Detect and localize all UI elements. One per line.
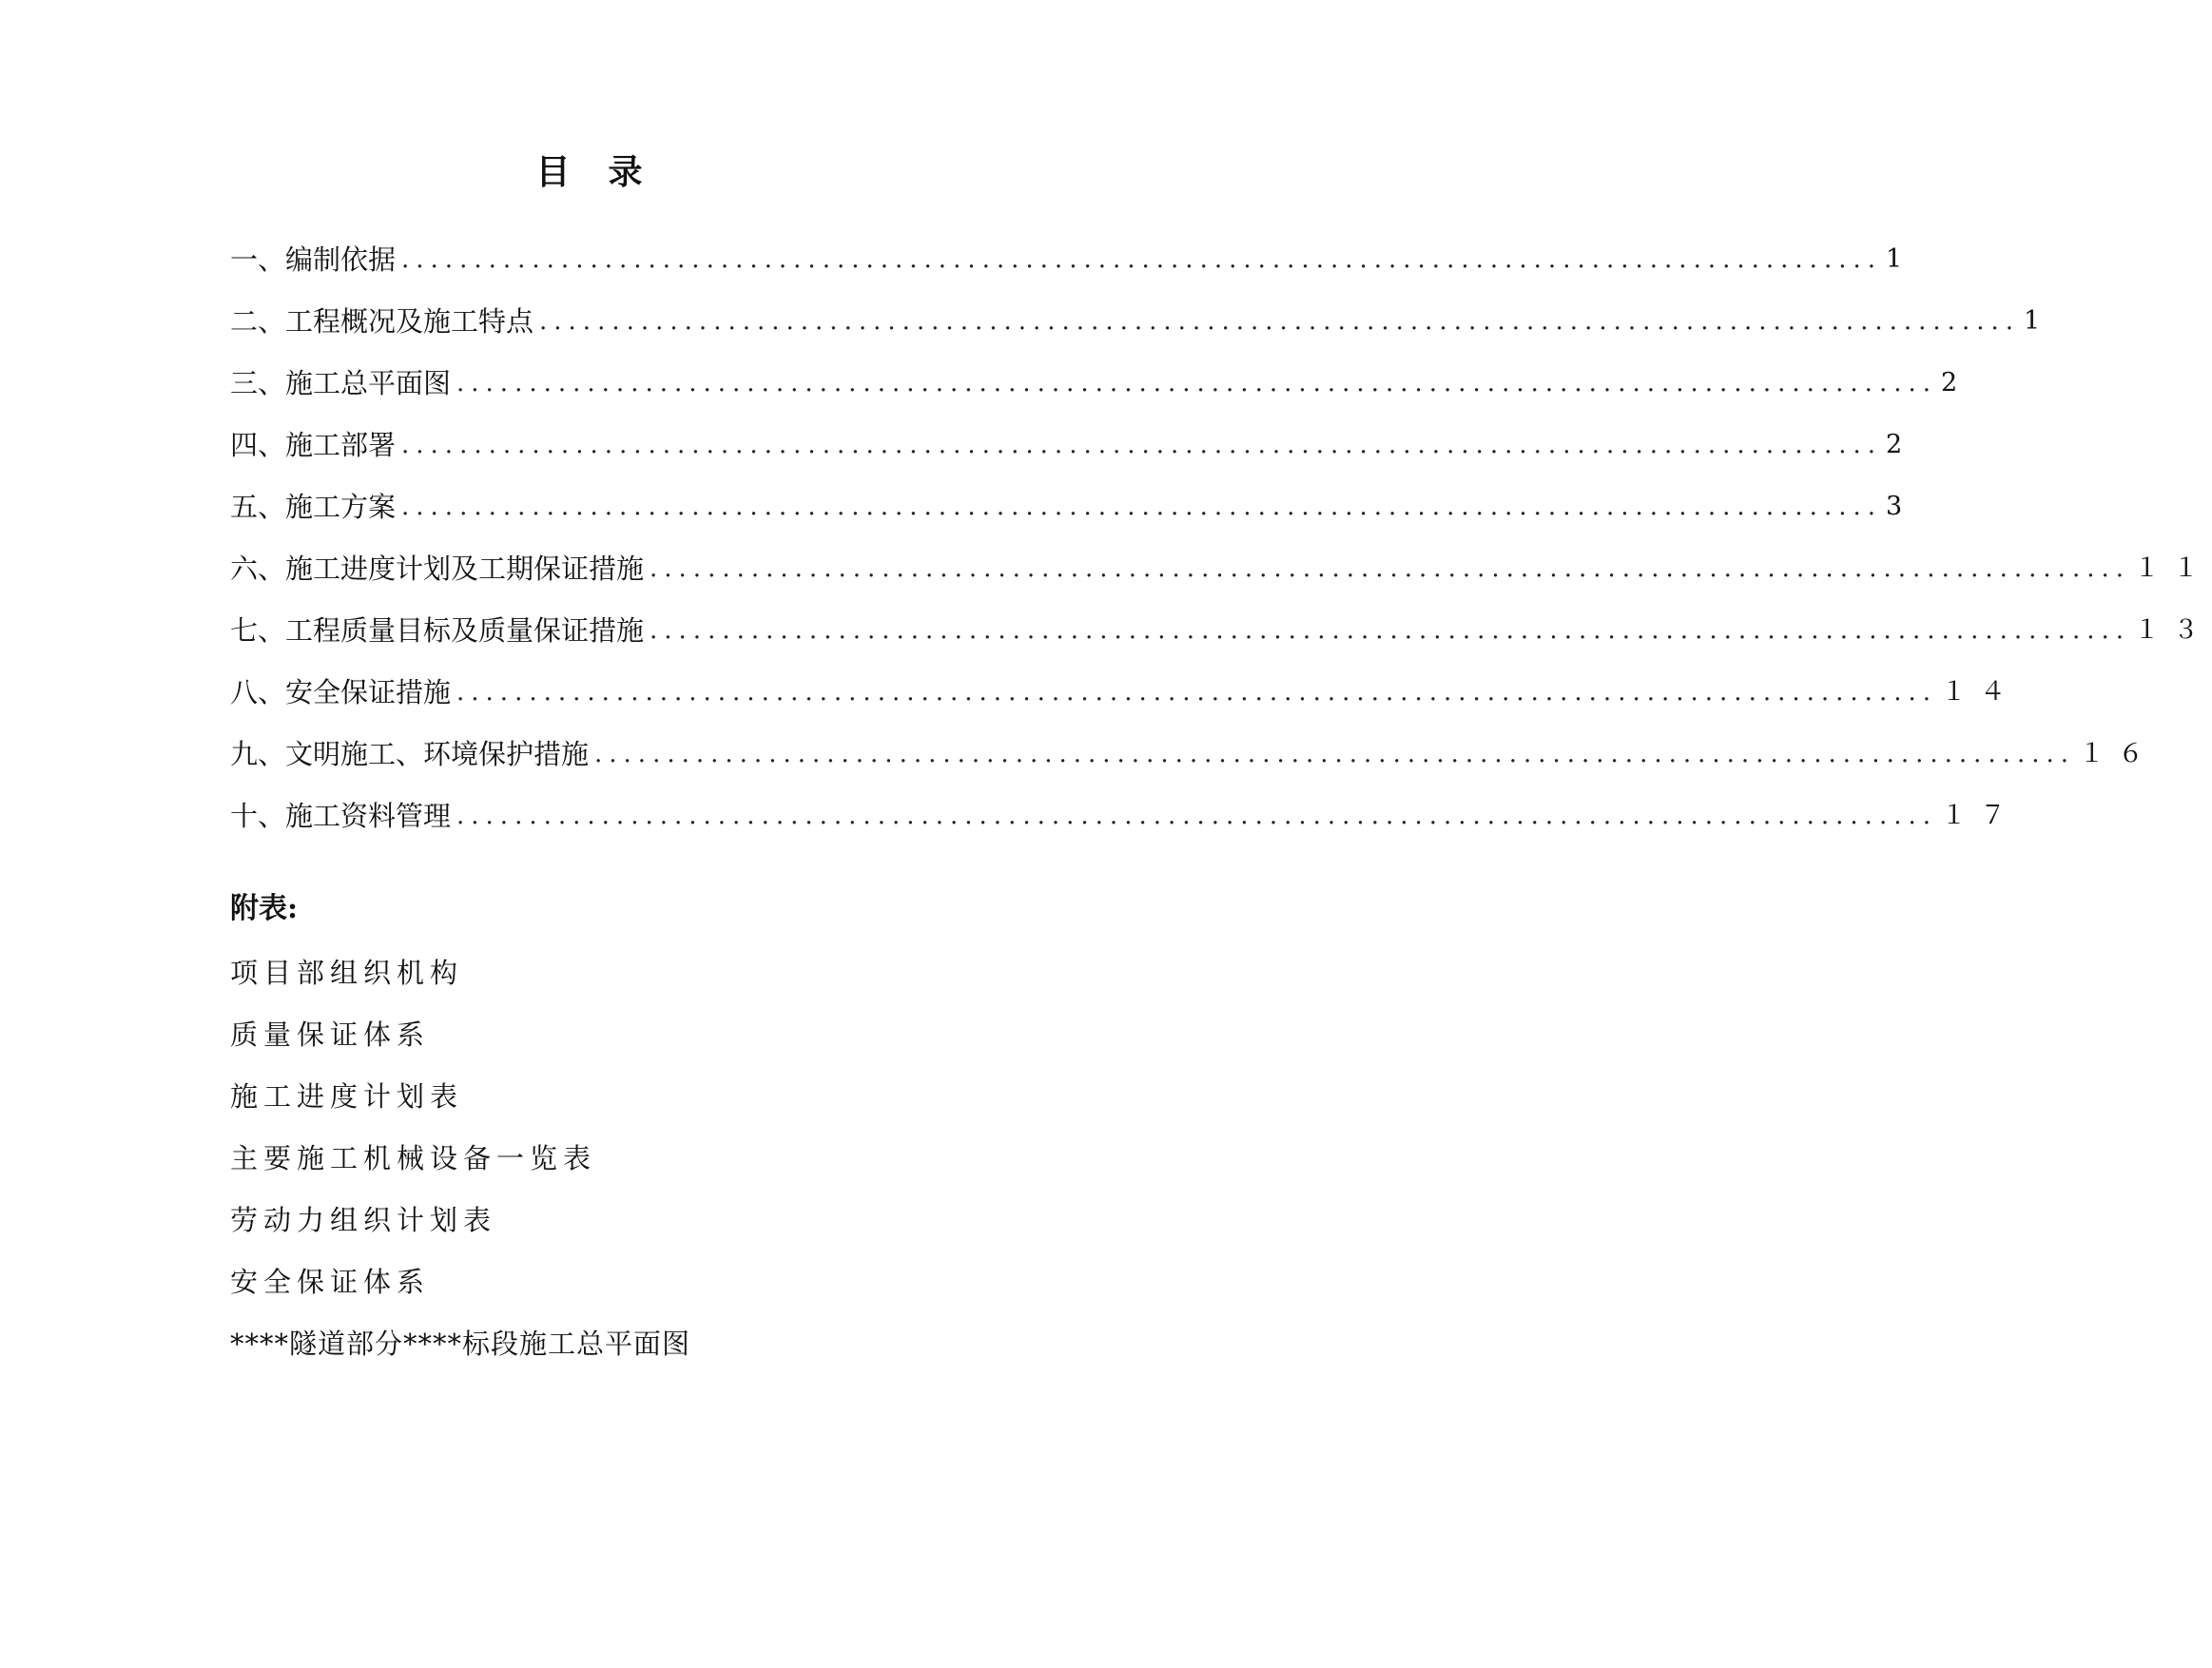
appendix-item: 项目部组织机构 — [230, 957, 464, 989]
toc-entry-page: １４ — [1941, 677, 2020, 707]
toc-entry-label: 二、工程概况及施工特点 — [230, 305, 534, 338]
toc-leader-dots: ...................................................................................................... — [456, 802, 1938, 830]
toc-entry-page: 1 — [1886, 244, 1916, 274]
appendix-item: ****隧道部分****标段施工总平面图 — [230, 1328, 691, 1360]
toc-entry[interactable] — [230, 340, 1971, 402]
toc-entry-page: １１ — [2134, 553, 2212, 583]
appendix-item: 施工进度计划表 — [230, 1080, 464, 1113]
toc-entry[interactable] — [230, 711, 2158, 773]
toc-leader-dots: ...................................................................................................... — [594, 740, 2076, 768]
appendix-item: 主要施工机械设备一览表 — [230, 1142, 597, 1174]
toc-leader-dots: ...................................................................................................... — [650, 616, 2131, 645]
toc-entry[interactable] — [230, 650, 2020, 711]
toc-entry[interactable] — [230, 279, 2054, 340]
toc-entry-label: 八、安全保证措施 — [230, 676, 452, 708]
toc-entry-page: １６ — [2079, 739, 2158, 768]
toc-entry[interactable] — [230, 773, 2020, 835]
toc-leader-dots: ...................................................................................................... — [650, 554, 2131, 583]
toc-entry-label: 六、施工进度计划及工期保证措施 — [230, 553, 645, 585]
toc-entry-page: １７ — [1941, 801, 2020, 830]
toc-entry[interactable] — [230, 526, 2212, 588]
toc-leader-dots: ...................................................................................................... — [401, 493, 1883, 521]
toc-entry-page: １３ — [2134, 615, 2212, 645]
toc-entry-page: 2 — [1886, 430, 1916, 459]
toc-leader-dots: ...................................................................................................... — [456, 369, 1938, 398]
toc-entry-page: 2 — [1941, 368, 1971, 398]
toc-leader-dots: ...................................................................................................... — [401, 245, 1883, 274]
toc-leader-dots: ...................................................................................................... — [456, 678, 1938, 707]
toc-entry-label: 三、施工总平面图 — [230, 367, 452, 399]
toc-entry[interactable] — [230, 402, 1916, 464]
toc-entry[interactable] — [230, 588, 2212, 650]
toc-entry[interactable] — [230, 217, 1916, 279]
toc-leader-dots: ...................................................................................................... — [539, 307, 2021, 336]
appendix-item: 劳动力组织计划表 — [230, 1204, 497, 1236]
appendix-heading: 附表: — [230, 892, 299, 925]
toc-entry-label: 九、文明施工、环境保护措施 — [230, 738, 590, 770]
toc-entry[interactable] — [230, 464, 1916, 526]
appendix-item: 安全保证体系 — [230, 1266, 431, 1298]
appendix-item: 质量保证体系 — [230, 1018, 431, 1051]
toc-leader-dots: ...................................................................................................... — [401, 431, 1883, 459]
toc-entry-label: 七、工程质量目标及质量保证措施 — [230, 614, 645, 647]
toc-entry-label: 五、施工方案 — [230, 491, 397, 523]
toc-entry-page: 3 — [1886, 492, 1916, 521]
toc-entry-label: 十、施工资料管理 — [230, 800, 452, 832]
table-of-contents — [230, 217, 2212, 835]
toc-title: 目 录 — [535, 152, 645, 192]
toc-entry-label: 一、编制依据 — [230, 243, 397, 276]
appendix-list — [230, 954, 991, 1387]
toc-entry-page: 1 — [2024, 306, 2054, 336]
toc-entry-label: 四、施工部署 — [230, 429, 397, 461]
